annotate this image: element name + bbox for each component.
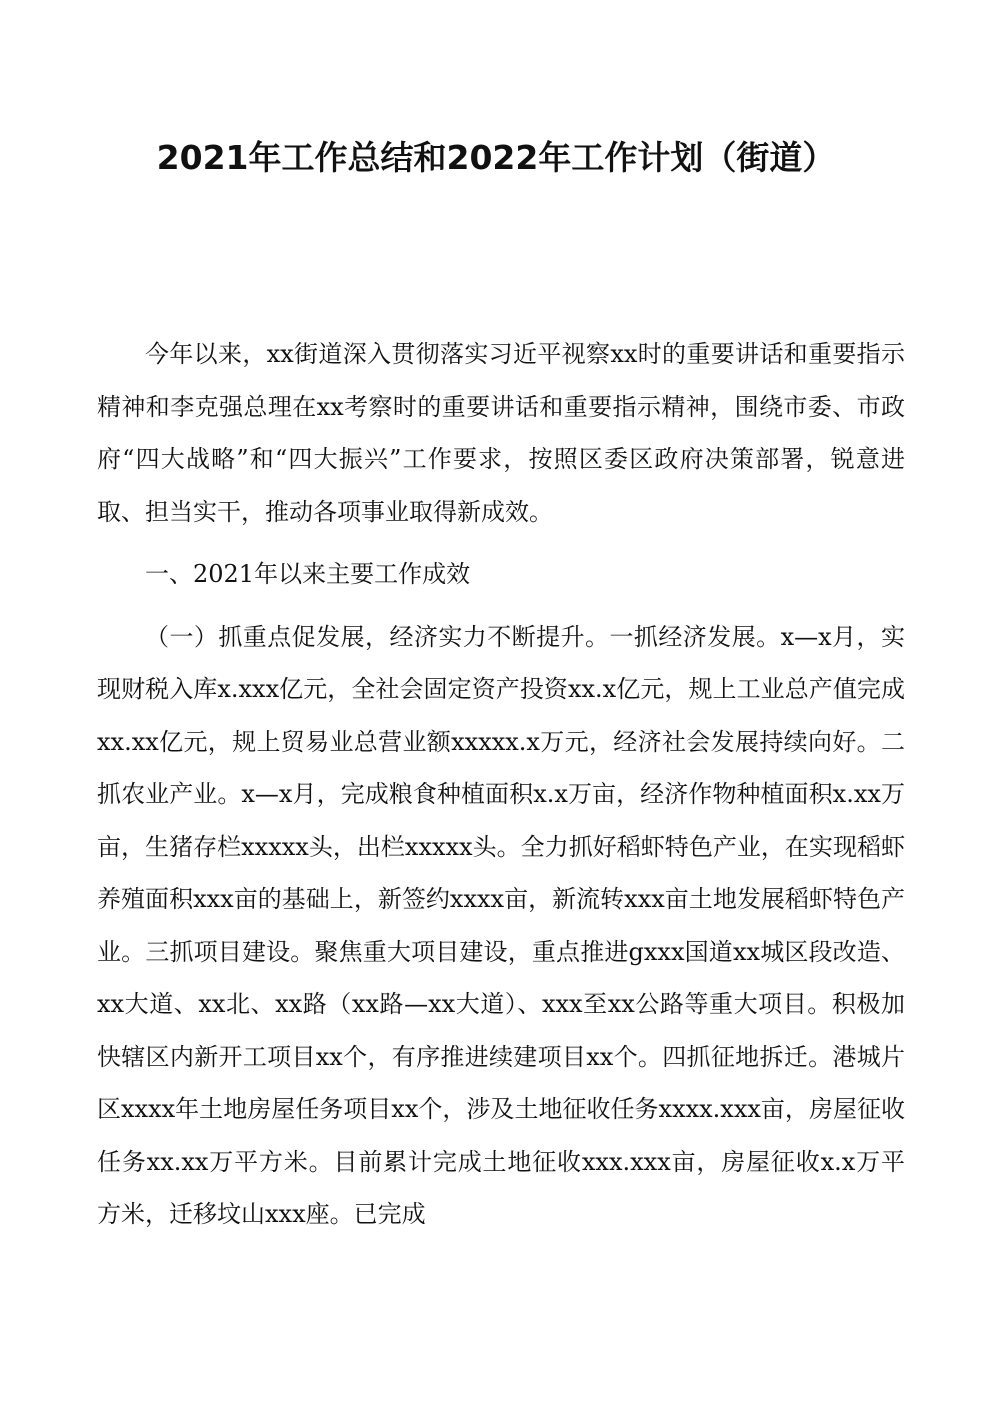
document-body bbox=[97, 328, 905, 1251]
section-heading: 一、2021年以来主要工作成效 bbox=[145, 560, 471, 588]
section-paragraph: （一）抓重点促发展，经济实力不断提升。一抓经济发展。x—x月，实现财税入库x.xxx亿元，全社会固定资产投资xx.x亿元，规上工业总产值完成xx.xx亿元，规上贸易业总营业额xxxxx.x万元，经济社会发展持续向好。二抓农业产业。x—x月，完成粮食种植面积x.x万亩，经济作物种植面积x.xx万亩，生猪存栏xxxxx头，出栏xxxxx头。全力抓好稻虾特色产业，在实现稻虾养殖面积xxx亩的基础上，新签约xxxx亩，新流转xxx亩土地发展稻虾特色产业。三抓项目建设。聚焦重大项目建设，重点推进gxxx国道xx城区段改造、xx大道、xx北、xx路（xx路—xx大道）、xxx至xx公路等重大项目。积极加快辖区内新开工项目xx个，有序推进续建项目xx个。四抓征地拆迁。港城片区xxxx年土地房屋任务项目xx个，涉及土地征收任务xxxx.xxx亩，房屋征收任务xx.xx万平方米。目前累计完成土地征收xxx.xxx亩，房屋征收x.x万平方米，迁移坟山xxx座。已完成 bbox=[97, 622, 905, 1228]
intro-paragraph: 今年以来，xx街道深入贯彻落实习近平视察xx时的重要讲话和重要指示精神和李克强总理在xx考察时的重要讲话和重要指示精神，围绕市委、市政府“四大战略”和“四大振兴”工作要求，按照区委区政府决策部署，锐意进取、担当实干，推动各项事业取得新成效。 bbox=[97, 340, 905, 526]
document-title: 2021年工作总结和2022年工作计划（街道） bbox=[156, 138, 836, 177]
